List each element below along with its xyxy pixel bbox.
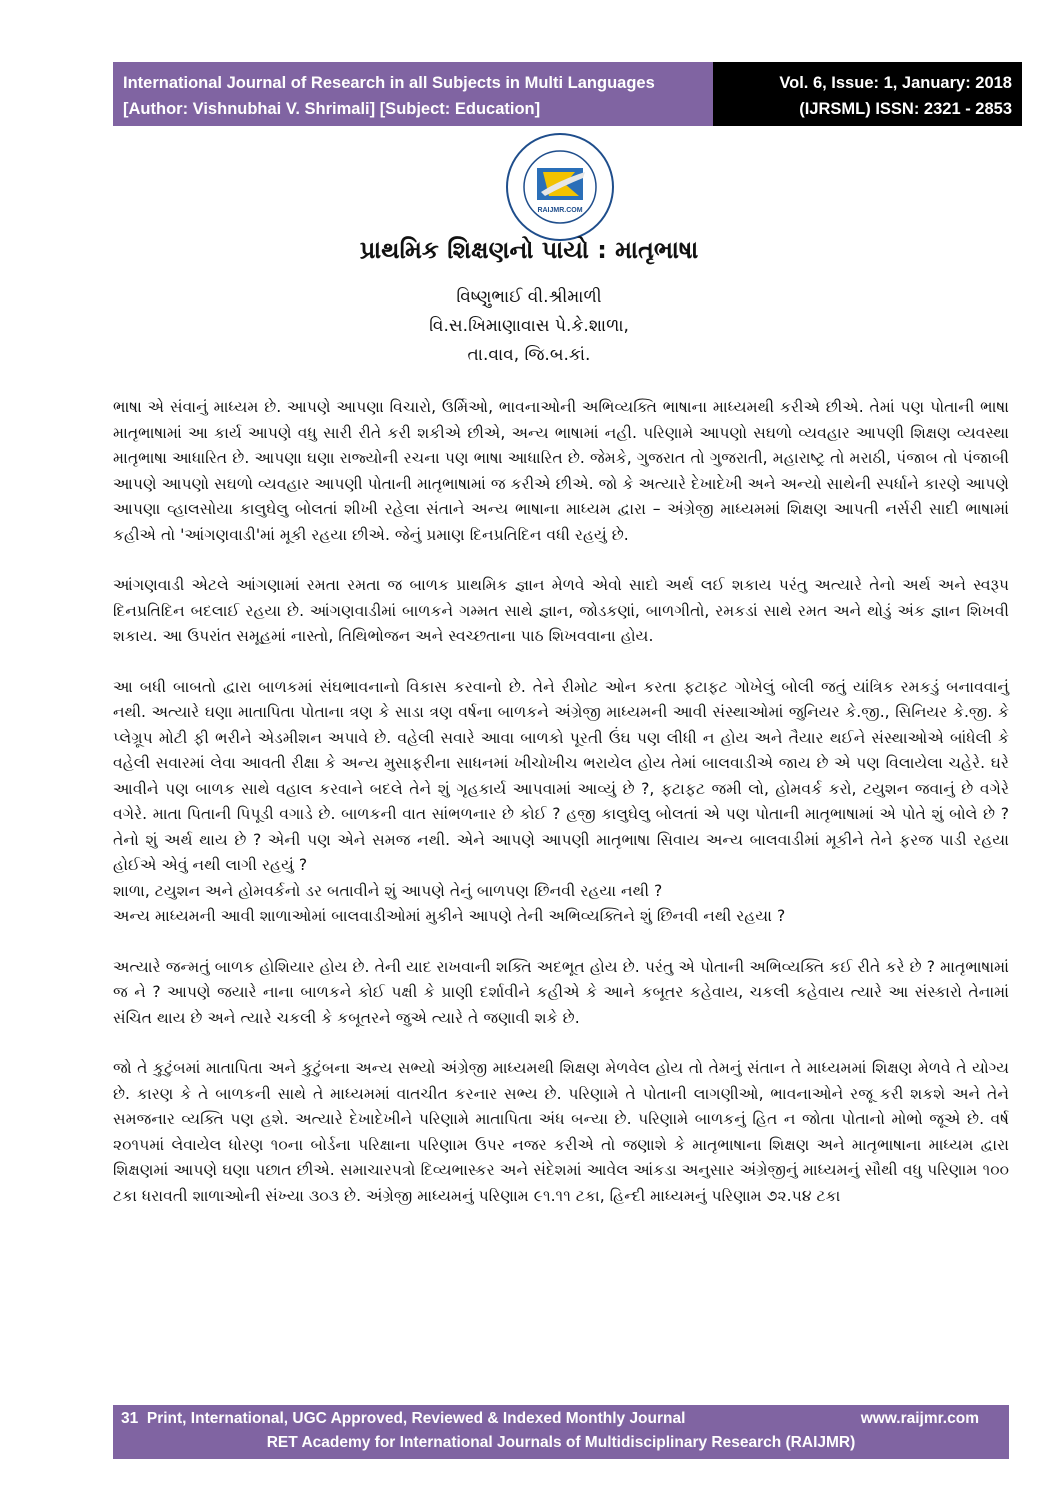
footer-line-1 [121, 1410, 685, 1428]
issn: (IJRSML) ISSN: 2321 - 2853 [799, 100, 1012, 118]
journal-logo [505, 132, 615, 242]
author-school: વિ.સ.ખિમાણાવાસ પે.કે.શાળા, [429, 316, 629, 336]
page-header [113, 62, 1022, 126]
author-place: તા.વાવ, જિ.બ.કાં. [467, 345, 591, 365]
journal-name: International Journal of Research in all Subjects in Multi Languages [123, 74, 655, 92]
article-body [113, 395, 1009, 1234]
paragraph: આ બધી બાબતો દ્વારા બાળકમાં સંઘભાવનાનો વિકાસ કરવાનો છે. તેને રીમોટ ઓન કરતા ફટાફટ ગોખેલું બોલી જતું યાંત્રિક રમકડું બનાવવાનું નથી. અત્યારે ઘણા માતાપિતા પોતાના ત્રણ કે સાડા ત્રણ વર્ષના બાળકને અંગ્રેજી માધ્યમની આવી સંસ્થાઓમાં જુનિયર કે.જી., સિનિયર કે.જી. કે પ્લેગ્રૂપ મોટી ફી ભરીને એડમીશન અપાવે છે. વહેલી સવારે આવા બાળકો પૂરતી ઉંઘ પણ લીધી ન હોય અને તૈયાર થઈને સંસ્થાઓએ બાંધેલી કે વહેલી સવારમાં લેવા આવતી રીક્ષા કે અન્ય મુસાફરીના સાધનમાં ખીચોખીચ ભરાયેલ હોય તેમાં બાલવાડીએ જાય છે એ પણ વિલાયેલા ચહેરે. ઘરે આવીને પણ બાળક સાથે વહાલ કરવાને બદલે તેને શું ગૃહકાર્ય આપવામાં આવ્યું છે ?, ફટાફટ જમી લો, હોમવર્ક કરો, ટયુશન જવાનું છે વગેરે વગેરે. માતા પિતાની પિપૂડી વગાડે છે. બાળકની વાત સાંભળનાર છે કોઈ ? હજી કાલુઘેલુ બોલતાં એ પણ પોતાની માતૃભાષામાં એ પોતે શું બોલે છે ? તેનો શું અર્થ થાય છે ? એની પણ એને સમજ નથી. એને આપણે આપણી માતૃભાષા સિવાય અન્ય બાલવાડીમાં મૂકીને તેને ફરજ પાડી રહયા હોઈએ એવું નથી લાગી રહયું ? શાળા, ટયુશન અને હોમવર્કનો ડર બતાવીને શું આપણે તેનું બાળપણ છિનવી રહયા નથી ? અન્ય માધ્યમની આવી શાળાઓમાં બાલવાડીઓમાં મુકીને આપણે તેની અભિવ્યક્તિને શું છિનવી નથી રહયા ? [113, 677, 1009, 925]
page-footer [113, 1405, 1009, 1459]
volume-issue: Vol. 6, Issue: 1, January: 2018 [779, 74, 1012, 92]
article-title: પ્રાથમિક શિક્ષણનો પાયો : માતૃભાષા [359, 236, 699, 264]
paragraph: ભાષા એ સંવાનું માધ્યમ છે. આપણે આપણા વિચારો, ઉર્મિઓ, ભાવનાઓની અભિવ્યક્તિ ભાષાના માધ્યમથી કરીએ છીએ. તેમાં પણ પોતાની ભાષા માતૃભાષામાં આ કાર્ય આપણે વધુ સારી રીતે કરી શકીએ છીએ, અન્ય ભાષામાં નહી. પરિણામે આપણો સઘળો વ્યવહાર આપણી શિક્ષણ વ્યવસ્થા માતૃભાષા આધારિત છે. આપણા ઘણા રાજ્યોની રચના પણ ભાષા આધારિત છે. જેમકે, ગુજરાત તો ગુજરાતી, મહારાષ્ટ્ર તો મરાઠી, પંજાબ તો પંજાબી આપણે આપણો સઘળો વ્યવહાર આપણી પોતાની માતૃભાષામાં જ કરીએ છીએ. જો કે અત્યારે દેખાદેખી અને અન્યો સાથેની સ્પર્ધાને કારણે આપણે આપણા વ્હાલસોયા કાલુઘેલુ બોલતાં શીખી રહેલા સંતાને અન્ય ભાષાના માધ્યમ દ્વારા – અંગ્રેજી માધ્યમમાં શિક્ષણ આપતી નર્સરી સાદી ભાષામાં કહીએ તો 'આંગણવાડી'માં મૂકી રહયા છીએ. જેનું પ્રમાણ દિનપ્રતિદિન વધી રહયું છે. [113, 398, 1009, 544]
journal-url[interactable]: www.raijmr.com [860, 1410, 979, 1427]
byline [0, 283, 1058, 370]
author-subject: [Author: Vishnubhai V. Shrimali] [Subject: Education] [123, 100, 541, 118]
author-name: વિષ્ણુભાઈ વી.શ્રીમાળી [456, 287, 602, 307]
publisher-name: RET Academy for International Journals of Multidisciplinary Research (RAIJMR) [266, 1434, 856, 1451]
paragraph: જો તે કુટુંબમાં માતાપિતા અને કુટુંબના અન્ય સભ્યો અંગ્રેજી માધ્યમથી શિક્ષણ મેળવેલ હોય તો તેમનું સંતાન તે માધ્યમમાં શિક્ષણ મેળવે તે યોગ્ય છે. કારણ કે તે બાળકની સાથે તે માધ્યમમાં વાતચીત કરનાર સભ્ય છે. પરિણામે તે પોતાની લાગણીઓ, ભાવનાઓને રજૂ કરી શકશે અને તેને સમજનાર વ્યક્તિ પણ હશે. અત્યારે દેખાદેખીને પરિણામે માતાપિતા અંધ બન્યા છે. પરિણામે બાળકનું હિત ન જોતા પોતાનો મોભો જૂએ છે. વર્ષ ૨૦૧૫માં લેવાયેલ ધોરણ ૧૦ના બોર્ડના પરિક્ષાના પરિણામ ઉપર નજર કરીએ તો જણાશે કે માતૃભાષાના શિક્ષણ અને માતૃભાષાના માધ્યમ દ્વારા શિક્ષણમાં આપણે ઘણા પછાત છીએ. સમાચારપત્રો દિવ્યભાસ્કર અને સંદેશમાં આવેલ આંકડા અનુસાર અંગ્રેજીનું માધ્યમનું સૌથી વધુ પરિણામ ૧૦૦ ટકા ધરાવતી શાળાઓની સંખ્યા ૩૦૩ છે. અંગ્રેજી માધ્યમનું પરિણામ ૯૧.૧૧ ટકા, હિન્દી માધ્યમનું પરિણામ ૭૨.૫૪ ટકા [113, 1059, 1009, 1205]
paragraph: અત્યારે જન્મતું બાળક હોશિયાર હોય છે. તેની યાદ રાખવાની શક્તિ અદભૂત હોય છે. પરંતુ એ પોતાની અભિવ્યક્તિ કઈ રીતે કરે છે ? માતૃભાષામાં જ ને ? આપણે જયારે નાના બાળકને કોઈ પક્ષી કે પ્રાણી દર્શાવીને કહીએ કે આને કબૂતર કહેવાય, ચકલી કહેવાય ત્યારે આ સંસ્કારો તેનામાં સંચિત થાય છે અને ત્યારે ચકલી કે કબૂતરને જુએ ત્યારે તે જણાવી શકે છે. [113, 957, 1009, 1027]
page-number: 31 [121, 1410, 139, 1427]
header-journal-block [113, 62, 713, 126]
logo-center-text: RAIJMR.COM [537, 207, 583, 214]
journal-description: Print, International, UGC Approved, Reviewed & Indexed Monthly Journal [146, 1410, 686, 1427]
header-volume-block [713, 62, 1022, 126]
paragraph: આંગણવાડી એટલે આંગણામાં રમતા રમતા જ બાળક પ્રાથમિક જ્ઞાન મેળવે એવો સાદો અર્થ લઈ શકાય પરંતુ અત્યારે તેનો અર્થ અને સ્વરૂપ દિનપ્રતિદિન બદલાઈ રહયા છે. આંગણવાડીમાં બાળકને ગમ્મત સાથે જ્ઞાન, જોડકણાં, બાળગીતો, રમકડાં સાથે રમત અને થોડું અંક જ્ઞાન શિખવી શકાય. આ ઉપરાંત સમૂહમાં નાસ્તો, તિથિભોજન અને સ્વચ્છતાના પાઠ શિખવવાના હોય. [113, 576, 1009, 645]
